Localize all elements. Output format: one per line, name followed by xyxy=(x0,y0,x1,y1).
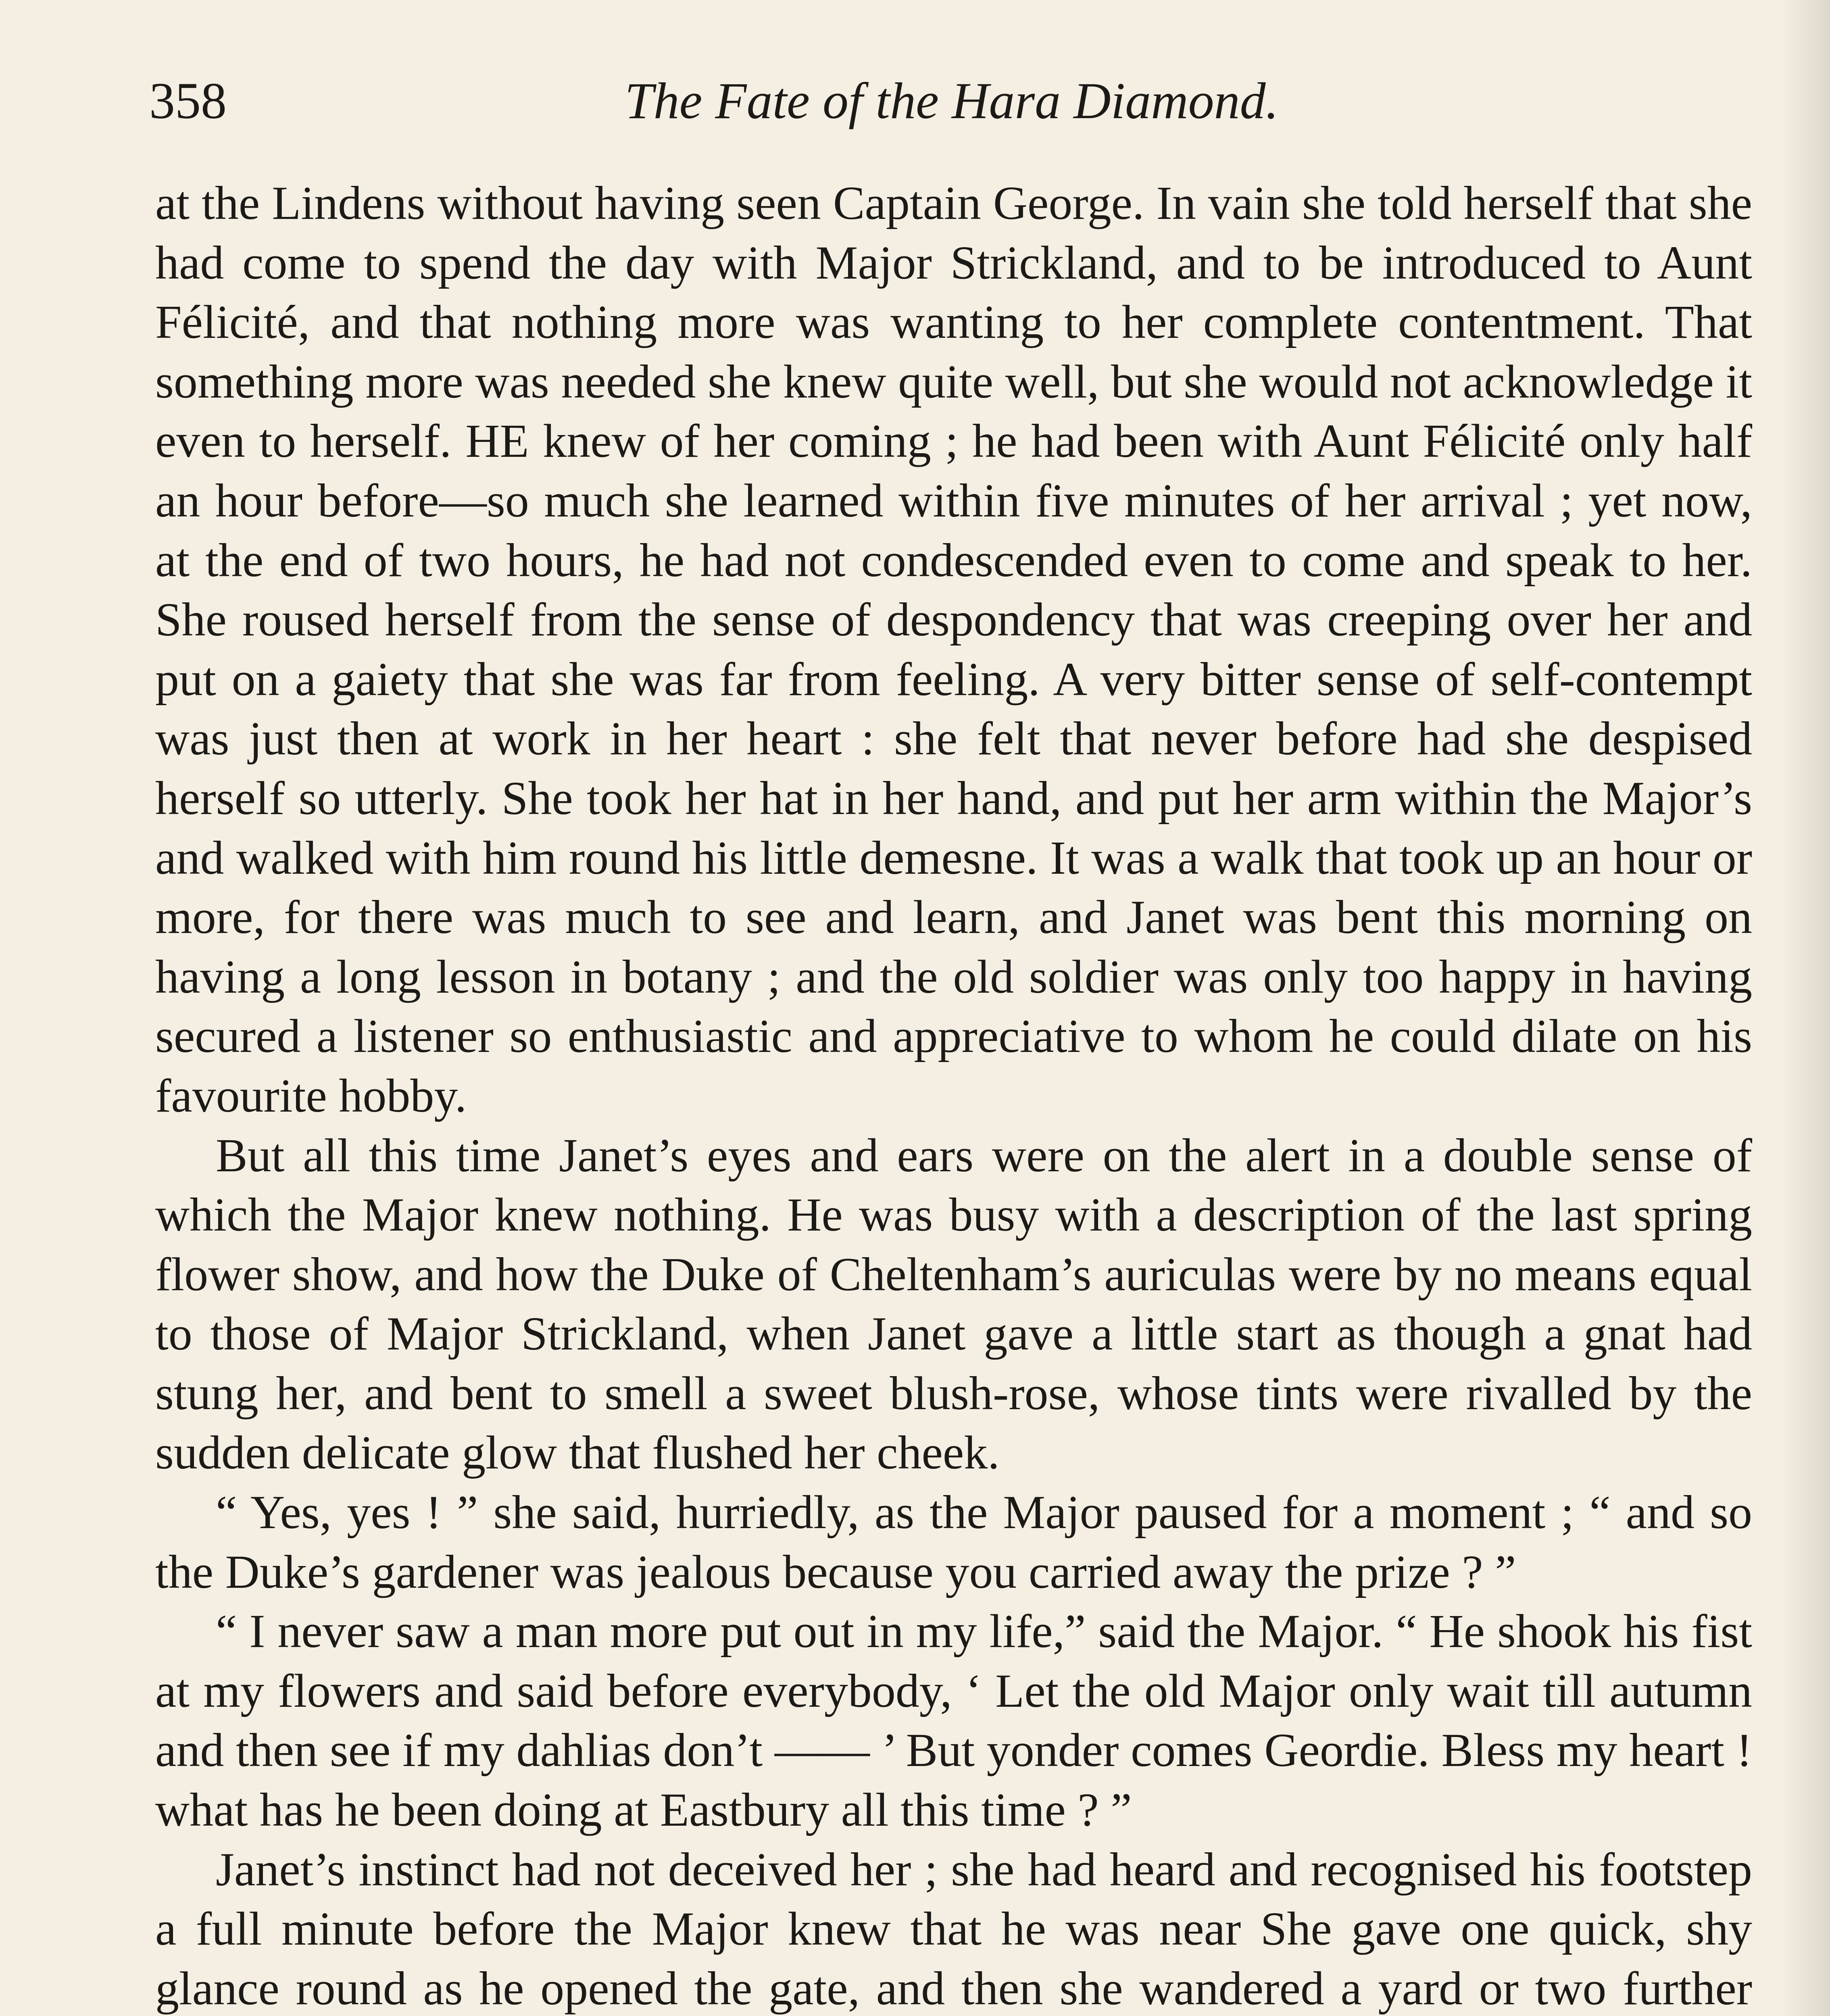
page-edge-shadow xyxy=(1782,0,1830,2016)
paragraph: at the Lindens without having seen Captain George. In vain she told herself that she had come to spend the day with Major Strickland, and to be introduced to Aunt Félicité, and that nothing more was wanting to her complete contentment. That something more was needed she knew quite well, but she would not acknowledge it even to herself. HE knew of her coming ; he had been with Aunt Félicité only half an hour before—so much she learned within five minutes of her arrival ; yet now, at the end of two hours, he had not condescended even to come and speak to her. She roused herself from the sense of despondency that was creeping over her and put on a gaiety that she was far from feeling. A very bitter sense of self-contempt was just then at work in her heart : she felt that never before had she despised herself so utterly. She took her hat in her hand, and put her arm within the Major’s and walked with him round his little demesne. It was a walk that took up an hour or more, for there was much to see and learn, and Janet was bent this morning on having a long lesson in botany ; and the old soldier was only too happy in having secured a listener so enthusiastic and appreciative to whom he could dilate on his favourite hobby. xyxy=(155,177,1752,1122)
paragraph: Janet’s instinct had not deceived her ; she had heard and recognised his footstep a full minute before the Major knew that he was near She gave one quick, shy glance round as he opened the gate, and then she wandered a yard or two further xyxy=(155,1843,1752,2015)
page-header xyxy=(149,60,1754,141)
paragraph: “ I never saw a man more put out in my life,” said the Major. “ He shook his fist at my flowers and said before everybody, ‘ Let the old Major only wait till autumn and then see if my dahlias don’t —— ’ But yonder comes Geordie. Bless my heart ! what has he been doing at Eastbury all this time ? ” xyxy=(155,1605,1752,1837)
paragraph: “ Yes, yes ! ” she said, hurriedly, as the Major paused for a moment ; “ and so the Duke’s gardener was jealous because you carried away the prize ? ” xyxy=(155,1486,1752,1598)
paragraph: But all this time Janet’s eyes and ears were on the alert in a double sense of which the Major knew nothing. He was busy with a description of the last spring flower show, and how the Duke of Cheltenham’s auriculas were by no means equal to those of Major Strickland, when Janet gave a little start as though a gnat had stung her, and bent to smell a sweet blush-rose, whose tints were rivalled by the sudden delicate glow that flushed her cheek. xyxy=(155,1129,1752,1479)
page-number: 358 xyxy=(149,72,227,129)
running-title: The Fate of the Hara Diamond. xyxy=(625,72,1279,129)
body-text xyxy=(155,173,1752,2016)
